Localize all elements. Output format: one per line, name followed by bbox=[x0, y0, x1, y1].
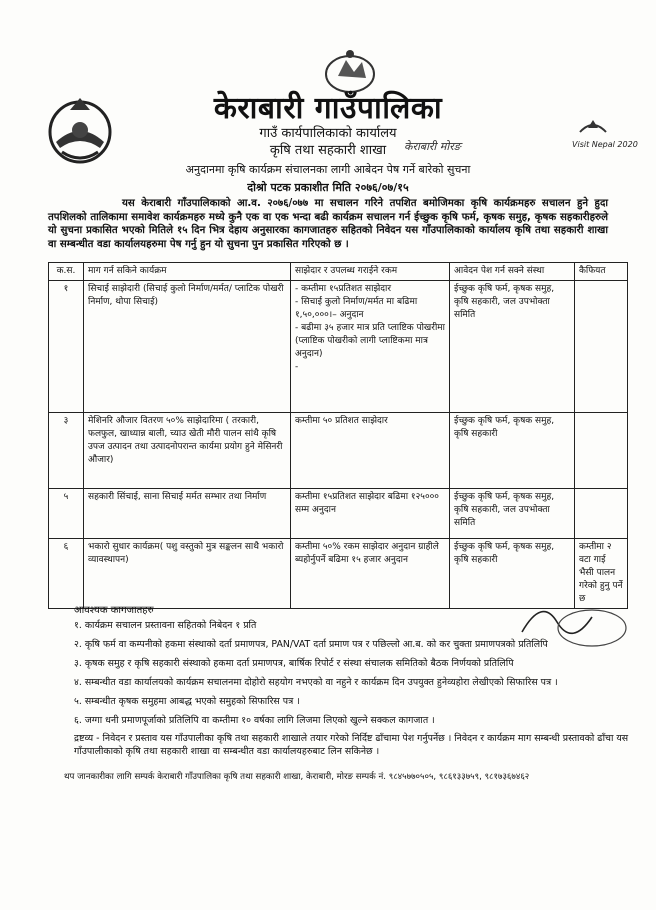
cell-program: सिचाई साझेदारी (सिचाई कुलो निर्माण/मर्मत/ प्लाटिक पोखरी निर्माण, थोपा सिचाई) bbox=[84, 281, 291, 413]
handwritten-note: केराबारी मोरङ bbox=[404, 140, 461, 153]
cell-remarks bbox=[575, 413, 628, 489]
table-header-row bbox=[49, 263, 628, 281]
list-item: द्रष्टव्य - निवेदन र प्रस्ताव यस गाँउपालीका कृषि तथा सहकारी शाखाले तयार गरेको निर्दिष्ट ढाँचामा पेश गर्नुपर्नेछ । निवेदन र कार्यक्रम माग सम्बन्धी प्रस्तावको ढाँचा यस गाँउपालीकाको कृषि तथा सहकारी शाखा वा सम्बन्धीत वडा कार्यालयहरुबाट लिन सकिनेछ । bbox=[74, 733, 629, 757]
list-item: २. कृषि फर्म वा कम्पनीको हकमा संस्थाको दर्ता प्रमाणपत्र, PAN/VAT दर्ता प्रमाण पत्र र पछिल्लो आ.ब. को कर चुक्ता प्रमाणपत्रको प्रतिलिपि bbox=[74, 639, 548, 650]
cell-partner: - कम्तीमा १५प्रतिशत साझेदार - सिचाई कुलो निर्माण/मर्मत मा बढिमा १,५०,०००।– अनुदान - बढीमा ३५ हजार मात्र प्रति प्लाष्टिक पोखरीमा (प्लाष्टिक पोखरीको लागी प्लाष्टिकमा मात्र अनुदान) - bbox=[291, 281, 450, 413]
cell-partner: कम्तीमा ५०% रकम साझेदार अनुदान ग्राहीले ब्यहोर्नुपर्ने बढिमा १५ हजार अनुदान bbox=[291, 539, 450, 609]
list-item: ५. सम्बन्धीत कृषक समुहमा आबद्ध भएको समुहको सिफारिस पत्र । bbox=[74, 696, 300, 707]
cell-sn: १ bbox=[49, 281, 84, 413]
list-item: ६. जग्गा धनी प्रमाणपूर्जाको प्रतिलिपि वा कम्तीमा १० वर्षका लागि लिजमा लिएको खुल्ने सक्कल कागजात । bbox=[74, 715, 435, 726]
cell-remarks bbox=[575, 281, 628, 413]
publish-date: दोश्रो पटक प्रकाशीत मिति २०७६/०७/१५ bbox=[247, 181, 409, 194]
program-table bbox=[48, 262, 628, 609]
cell-program: भकारो सुधार कार्यक्रम( पशु वस्तुको मुत्र सङ्कलन साथै भकारो व्यावस्थापन) bbox=[84, 539, 291, 609]
cell-program: सहकारी सिंचाई, साना सिचाई मर्मत सम्भार तथा निर्माण bbox=[84, 489, 291, 539]
cell-remarks bbox=[575, 489, 628, 539]
table-row bbox=[49, 413, 628, 489]
cell-sn: ५ bbox=[49, 489, 84, 539]
notice-title: अनुदानमा कृषि कार्यक्रम संचालनका लागी आबेदन पेष गर्ने बारेको सुचना bbox=[185, 163, 471, 176]
table-row bbox=[49, 281, 628, 413]
header-partner: साझेदार र उपलब्ध गराईने रकम bbox=[291, 263, 450, 281]
footer-contact: थप जानकारीका लागि सम्पर्क केराबारी गाँउपालिका कृषि तथा सहकारी शाखा, केराबारी, मोरङ सम्पर्क नं. ९८४५७७०५०५, ९८६१३३७५९, ९८१७३६७४६२ bbox=[64, 772, 530, 782]
list-item: ४. सम्बन्धीत वडा कार्यालयको कार्यक्रम सचालनमा दोहोरो सहयोग नभएको वा नहुने र कार्यक्रम दिन उपयुक्त हुनेव्यहोरा लेखीएको सिफारिस पत्र । bbox=[74, 677, 558, 688]
page-title: केराबारी गाउँपालिका bbox=[213, 91, 443, 126]
table-row bbox=[49, 489, 628, 539]
cell-applicant: ईच्छुक कृषि फर्म, कृषक समुह, कृषि सहकारी bbox=[450, 539, 575, 609]
section-name: कृषि तथा सहकारी शाखा bbox=[269, 143, 387, 158]
cell-partner: कम्तीमा १५प्रतिशत साझेदार बढिमा १२५००० सम्म अनुदान bbox=[291, 489, 450, 539]
header-program: माग गर्न सकिने कार्यक्रम bbox=[84, 263, 291, 281]
cell-remarks: कम्तीमा २ वटा गाई भैसी पालन गरेको हुनु पर्ने छ bbox=[575, 539, 628, 609]
cell-partner: कम्तीमा ५० प्रतिशत साझेदार bbox=[291, 413, 450, 489]
cell-applicant: ईच्छुक कृषि फर्म, कृषक समुह, कृषि सहकारी, जल उपभोक्ता समिति bbox=[450, 489, 575, 539]
signature-stamp-icon bbox=[512, 592, 632, 652]
cell-sn: ३ bbox=[49, 413, 84, 489]
cell-program: मेशिनरि औजार वितरण ५०% साझेदारिमा ( तरकारी, फलफुल, खाध्यान्न बाली, च्याउ खेती मौरी पालन सांथै कृषि उपज उत्पादन तथा उत्पादनोपरान्त कार्यमा प्रयोग हुने मेसिनरी औजार) bbox=[84, 413, 291, 489]
header-sn: क.स. bbox=[49, 263, 84, 281]
cell-applicant: ईच्छुक कृषि फर्म, कृषक समुह, कृषि सहकारी bbox=[450, 413, 575, 489]
list-item: ३. कृषक समुह र कृषि सहकारी संस्थाको हकमा दर्ता प्रमाणपत्र, बार्षिक रिपोर्ट र संस्था संचालक समितिको बैठक निर्णयको प्रतिलिपि bbox=[74, 658, 514, 669]
documents-title: आवश्यक कागजातहरु bbox=[74, 605, 154, 616]
office-name: गाउँ कार्यपालिकाको कार्यालय bbox=[259, 126, 397, 141]
header-applicant: आवेदन पेश गर्न सक्ने संस्था bbox=[450, 263, 575, 281]
visit-nepal-text: Visit Nepal 2020 bbox=[572, 140, 638, 149]
intro-paragraph: यस केराबारी गाँउपालिकाको आ.व. २०७६/०७७ मा सचालन गरिने तपशित बमोजिमका कृषि कार्यक्रमहरु सचालन हुने हुदा तपशिलको तालिकामा समावेश कार्यक्रमहरु मध्ये कुनै एक वा एक भन्दा बढी कार्यक्रम सचालन गर्न ईच्छुक कृषि फर्म, कृषक समुह, कृषक सहकारीहरुले यो सुचना प्रकासित भएको मितिले १५ दिन भित्र देहाय अनुसारका कागजातहरु सहितको निवेदन यस गाँउपालिकाको कार्यालय कृषि तथा सहकारी शाखा वा सम्बन्धीत वडा कार्यालयहरुमा पेष गर्नु हुन यो सुचना पुन प्रकासित गरिएको छ । bbox=[48, 198, 608, 250]
list-item: १. कार्यक्रम सचालन प्रस्तावना सहितको निबेदन १ प्रति bbox=[74, 620, 257, 631]
header-remarks: कैफियत bbox=[575, 263, 628, 281]
cell-applicant: ईच्छुक कृषि फर्म, कृषक समुह, कृषि सहकारी, जल उपभोक्ता समिति bbox=[450, 281, 575, 413]
cell-sn: ६ bbox=[49, 539, 84, 609]
